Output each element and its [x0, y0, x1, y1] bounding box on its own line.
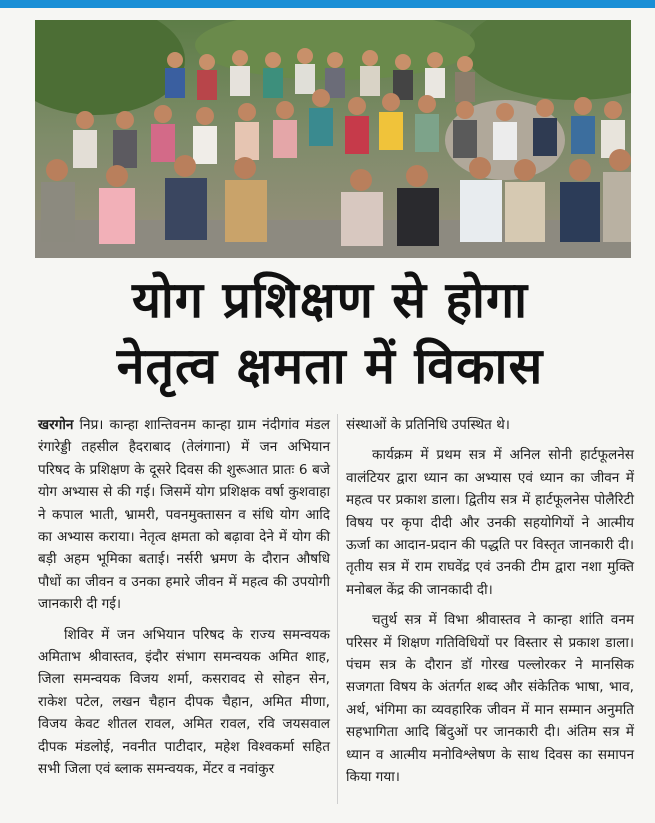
headline-line-1: योग प्रशिक्षण से होगा — [131, 271, 529, 329]
dateline: खरगोन — [38, 417, 74, 433]
article-paragraph: संस्थाओं के प्रतिनिधि उपस्थित थे। — [346, 417, 510, 433]
article-paragraph: शिविर में जन अभियान परिषद के राज्य समन्वयक अमिताभ श्रीवास्तव, इंदौर संभाग समन्वयक अमित शाह, जिला समन्वयक विजय शर्मा, कसरावद से सोहन सेन, राकेश पटेल, लखन चैहान दीपक चैहान, अमित मीणा, विजय केवट शीतल रावल, अमित रावल, रवि जयसवाल दीपक मंडलोई, नवनीत पाटीदार, महेश विश्वकर्मा सहित सभी जिला एवं ब्लाक समन्वयक, मेंटर व नवांकुर — [38, 626, 330, 778]
paragraph-text: निप्र। कान्हा शान्तिवनम कान्हा ग्राम नंदीगांव मंडल रंगारेड्डी तहसील हैदराबाद (तेलंगाना) में जन अभियान परिषद के प्रशिक्षण के दूसरे दिवस की शुरूआत प्रातः 6 बजे योग अभ्यास से की गई। जिसमें योग प्रशिक्षक वर्षा कुशवाहा ने कपाल भाती, भ्रामरी, पवनमुक्तासन व संधि योग आदि का अभ्यास कराया। नेतृत्व क्षमता को बढ़ावा देने में योग की बड़ी अहम भूमिका बताई। नर्सरी भ्रमण के दौरान औषधि पौधों का जीवन व उनका हमारे जीवन में महत्व की उपयोगी जानकारी दी गई। — [38, 417, 330, 613]
article-paragraph: चतुर्थ सत्र में विभा श्रीवास्तव ने कान्हा शांति वनम परिसर में शिक्षण गतिविधियों पर विस्तार से प्रकाश डाला। पंचम सत्र के दौरान डॉ गोरख पल्लोरकर ने मानसिक सजगता विषय के अंतर्गत शब्द और संकेतिक भाषा, भाव, अर्थ, भंगिमा का व्यवहारिक जीवन में मान सम्मान अनुमति सहभागिता आदि बिंदुओं पर जानकारी दी। अंतिम सत्र में ध्यान व आत्मीय मनोविश्लेषण के साथ दिवस का समापन किया गया। — [346, 612, 634, 786]
article-paragraph: कार्यक्रम में प्रथम सत्र में अनिल सोनी हार्टफूलनेस वालंटियर द्वारा ध्यान का अभ्यास एवं ध्यान का जीवन में महत्व पर प्रकाश डाला। द्वितीय सत्र में हार्टफूलनेस पोलैरिटी विषय पर कृपा दीदी और उनकी सहयोगियों ने आत्मीय ऊर्जा का आदान-प्रदान की पद्धति पर विस्तृत जानकारी दी। तृतीय सत्र में राम राघवेंद्र एवं उनकी टीम द्वारा नशा मुक्ति मनोबल केंद्र की जानकादी दी। — [346, 447, 634, 598]
article-column-left — [38, 414, 330, 789]
article-paragraph — [38, 414, 330, 616]
column-divider — [337, 414, 338, 804]
headline-line-2: नेतृत्व क्षमता में विकास — [116, 337, 544, 395]
top-color-bar — [0, 0, 655, 8]
group-photo — [35, 20, 631, 258]
article-column-right — [346, 414, 634, 797]
